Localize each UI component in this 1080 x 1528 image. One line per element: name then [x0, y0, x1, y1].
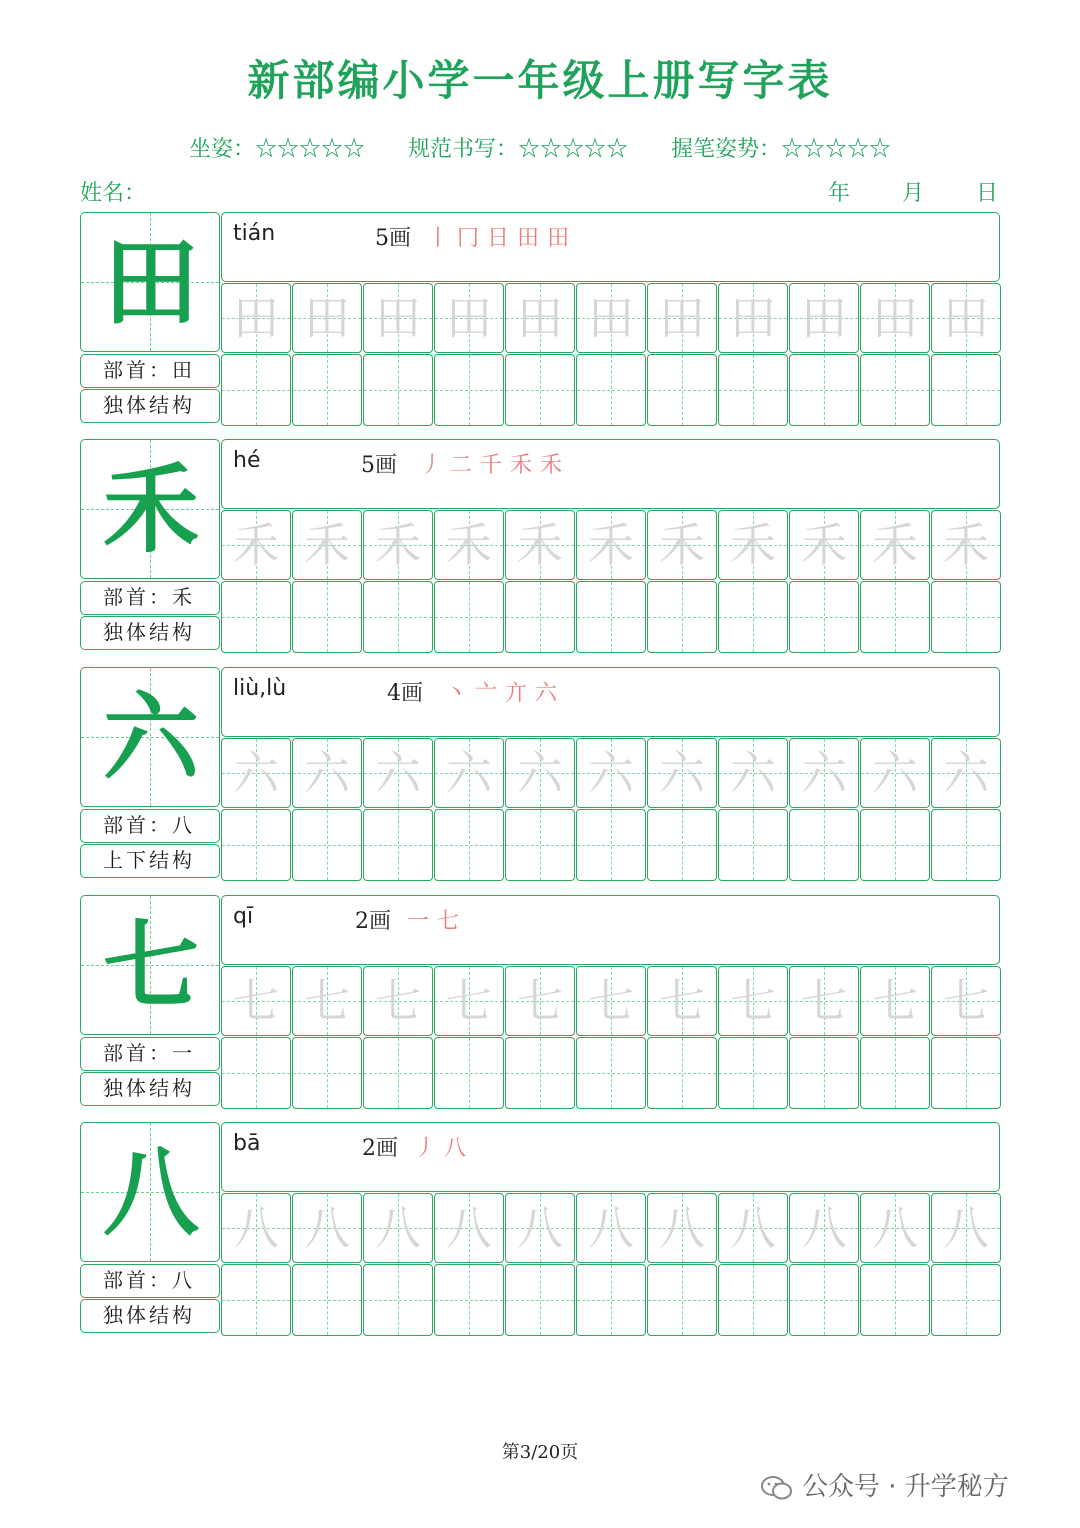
radical-label: 部首：八: [80, 809, 220, 843]
stroke-step: 田: [547, 226, 572, 251]
stroke-order: [427, 221, 577, 252]
practice-cell[interactable]: [718, 1264, 788, 1336]
trace-cell[interactable]: [363, 510, 433, 580]
trace-cell[interactable]: [576, 1193, 646, 1263]
page-title: 新部编小学一年级上册写字表: [247, 56, 833, 105]
practice-cell[interactable]: [505, 354, 575, 426]
trace-character: 六: [588, 746, 634, 800]
stroke-order: [445, 676, 565, 707]
trace-cell[interactable]: [931, 966, 1001, 1036]
trace-character: 七: [304, 974, 350, 1028]
practice-cell[interactable]: [434, 1264, 504, 1336]
practice-row: [221, 354, 1000, 426]
trace-character: 禾: [588, 518, 634, 572]
radical-label: 部首：一: [80, 1037, 220, 1071]
trace-cell[interactable]: [292, 966, 362, 1036]
stroke-count: 5画: [361, 453, 397, 478]
trace-character: 六: [943, 746, 989, 800]
practice-cell[interactable]: [789, 1037, 859, 1109]
pinyin: bā: [233, 1131, 261, 1156]
trace-cell[interactable]: [931, 510, 1001, 580]
practice-cell[interactable]: [292, 809, 362, 881]
trace-character: 田: [375, 291, 421, 345]
trace-cell[interactable]: [434, 510, 504, 580]
practice-cell[interactable]: [363, 809, 433, 881]
trace-row: [221, 738, 1000, 808]
stroke-step: 丿: [414, 1136, 439, 1161]
trace-cell[interactable]: [931, 738, 1001, 808]
stroke-step: 日: [487, 226, 512, 251]
practice-cell[interactable]: [576, 581, 646, 653]
trace-cell[interactable]: [931, 1193, 1001, 1263]
practice-cell[interactable]: [718, 354, 788, 426]
watermark: [760, 1466, 1009, 1506]
pinyin: hé: [233, 448, 261, 473]
trace-character: 七: [730, 974, 776, 1028]
stroke-step: 田: [517, 226, 542, 251]
pinyin: qī: [233, 904, 254, 929]
practice-cell[interactable]: [434, 1037, 504, 1109]
day-label: 日: [976, 181, 999, 206]
trace-cell[interactable]: [576, 966, 646, 1036]
practice-cell[interactable]: [860, 1264, 930, 1336]
practice-cell[interactable]: [860, 809, 930, 881]
trace-row: [221, 283, 1000, 353]
trace-character: 八: [446, 1201, 492, 1255]
trace-character: 七: [233, 974, 279, 1028]
stroke-step: 七: [437, 909, 462, 934]
practice-cell[interactable]: [789, 809, 859, 881]
trace-cell[interactable]: [789, 738, 859, 808]
trace-row: [221, 966, 1000, 1036]
trace-cell[interactable]: [860, 510, 930, 580]
radical-label: 部首：八: [80, 1264, 220, 1298]
trace-character: 田: [588, 291, 634, 345]
practice-cell[interactable]: [860, 1037, 930, 1109]
stroke-step: 一: [407, 909, 432, 934]
name-label: 姓名：: [80, 181, 147, 206]
practice-cell[interactable]: [505, 1264, 575, 1336]
practice-cell[interactable]: [576, 809, 646, 881]
practice-cell[interactable]: [789, 581, 859, 653]
stroke-count: 5画: [375, 226, 411, 251]
trace-character: 六: [233, 746, 279, 800]
trace-character: 田: [943, 291, 989, 345]
trace-cell[interactable]: [434, 1193, 504, 1263]
character-block: [80, 667, 1000, 879]
practice-cell[interactable]: [718, 809, 788, 881]
practice-row: [221, 1264, 1000, 1336]
practice-cell[interactable]: [647, 1037, 717, 1109]
stroke-step: 丿: [420, 453, 445, 478]
stroke-order: [420, 448, 570, 479]
trace-cell[interactable]: [221, 1193, 291, 1263]
stroke-step: 八: [444, 1136, 469, 1161]
practice-cell[interactable]: [221, 809, 291, 881]
trace-cell[interactable]: [718, 283, 788, 353]
practice-cell[interactable]: [931, 354, 1001, 426]
trace-cell[interactable]: [860, 283, 930, 353]
trace-cell[interactable]: [576, 283, 646, 353]
trace-cell[interactable]: [505, 966, 575, 1036]
rating-sitting: 坐姿：☆☆☆☆☆: [188, 137, 365, 162]
trace-cell[interactable]: [292, 283, 362, 353]
practice-cell[interactable]: [505, 581, 575, 653]
practice-cell[interactable]: [931, 581, 1001, 653]
trace-cell[interactable]: [718, 1193, 788, 1263]
trace-cell[interactable]: [718, 738, 788, 808]
trace-cell[interactable]: [363, 283, 433, 353]
trace-character: 禾: [943, 518, 989, 572]
trace-cell[interactable]: [363, 1193, 433, 1263]
trace-character: 禾: [730, 518, 776, 572]
stroke-step: 千: [480, 453, 505, 478]
trace-cell[interactable]: [363, 966, 433, 1036]
model-character-box: [80, 895, 220, 1035]
trace-character: 六: [730, 746, 776, 800]
practice-cell[interactable]: [221, 581, 291, 653]
practice-cell[interactable]: [576, 1264, 646, 1336]
trace-cell[interactable]: [860, 966, 930, 1036]
trace-character: 禾: [517, 518, 563, 572]
practice-cell[interactable]: [860, 354, 930, 426]
trace-character: 田: [233, 291, 279, 345]
trace-cell[interactable]: [860, 1193, 930, 1263]
stroke-step: 冂: [457, 226, 482, 251]
model-character: 七: [103, 910, 199, 1022]
wechat-icon: [760, 1475, 794, 1501]
stroke-count: 4画: [387, 681, 423, 706]
stroke-step: 丨: [427, 226, 452, 251]
trace-character: 禾: [375, 518, 421, 572]
radical-label: 部首：田: [80, 354, 220, 388]
practice-cell[interactable]: [505, 809, 575, 881]
trace-cell[interactable]: [647, 966, 717, 1036]
character-block: [80, 895, 1000, 1107]
model-character-box: [80, 1122, 220, 1262]
structure-label: 独体结构: [80, 389, 220, 423]
trace-character: 禾: [304, 518, 350, 572]
trace-character: 六: [446, 746, 492, 800]
trace-cell[interactable]: [576, 738, 646, 808]
practice-cell[interactable]: [434, 354, 504, 426]
trace-character: 七: [943, 974, 989, 1028]
trace-character: 七: [517, 974, 563, 1028]
practice-cell[interactable]: [363, 1037, 433, 1109]
trace-cell[interactable]: [647, 738, 717, 808]
pinyin-stroke-box: [221, 212, 1000, 282]
month-label: 月: [902, 181, 925, 206]
model-character: 田: [103, 227, 199, 339]
trace-character: 六: [801, 746, 847, 800]
practice-cell[interactable]: [434, 581, 504, 653]
practice-cell[interactable]: [363, 354, 433, 426]
trace-cell[interactable]: [789, 283, 859, 353]
trace-character: 禾: [801, 518, 847, 572]
trace-character: 田: [446, 291, 492, 345]
practice-cell[interactable]: [221, 1037, 291, 1109]
trace-cell[interactable]: [221, 738, 291, 808]
watermark-text: 公众号 · 升学秘方: [802, 1472, 1009, 1502]
rating-writing: 规范书写：☆☆☆☆☆: [407, 137, 629, 162]
practice-cell[interactable]: [789, 1264, 859, 1336]
trace-row: [221, 510, 1000, 580]
trace-cell[interactable]: [434, 283, 504, 353]
practice-cell[interactable]: [576, 1037, 646, 1109]
trace-cell[interactable]: [505, 738, 575, 808]
trace-cell[interactable]: [576, 510, 646, 580]
practice-cell[interactable]: [292, 1037, 362, 1109]
trace-character: 田: [730, 291, 776, 345]
stroke-order: [414, 1131, 474, 1162]
practice-cell[interactable]: [292, 1264, 362, 1336]
trace-cell[interactable]: [718, 510, 788, 580]
trace-cell[interactable]: [292, 1193, 362, 1263]
trace-character: 禾: [446, 518, 492, 572]
practice-cell[interactable]: [221, 1264, 291, 1336]
trace-character: 七: [588, 974, 634, 1028]
trace-character: 八: [304, 1201, 350, 1255]
pinyin: liù,lù: [233, 676, 287, 701]
trace-cell[interactable]: [860, 738, 930, 808]
trace-character: 八: [517, 1201, 563, 1255]
practice-cell[interactable]: [718, 1037, 788, 1109]
practice-cell[interactable]: [931, 1037, 1001, 1109]
practice-cell[interactable]: [718, 581, 788, 653]
stroke-step: 禾: [510, 453, 535, 478]
trace-character: 田: [872, 291, 918, 345]
trace-character: 田: [517, 291, 563, 345]
trace-character: 六: [659, 746, 705, 800]
practice-cell[interactable]: [647, 809, 717, 881]
structure-label: 上下结构: [80, 844, 220, 878]
trace-character: 八: [588, 1201, 634, 1255]
stroke-step: 亣: [505, 681, 530, 706]
trace-character: 八: [730, 1201, 776, 1255]
stroke-count: 2画: [362, 1136, 398, 1161]
pinyin-stroke-box: [221, 1122, 1000, 1192]
trace-character: 田: [304, 291, 350, 345]
trace-cell[interactable]: [363, 738, 433, 808]
pinyin-stroke-box: [221, 667, 1000, 737]
practice-cell[interactable]: [789, 354, 859, 426]
trace-cell[interactable]: [789, 966, 859, 1036]
trace-character: 八: [233, 1201, 279, 1255]
trace-character: 八: [943, 1201, 989, 1255]
practice-cell[interactable]: [221, 354, 291, 426]
trace-cell[interactable]: [647, 283, 717, 353]
pinyin: tián: [233, 221, 276, 246]
structure-label: 独体结构: [80, 616, 220, 650]
stroke-order: [407, 904, 467, 935]
practice-cell[interactable]: [931, 1264, 1001, 1336]
trace-character: 六: [304, 746, 350, 800]
stroke-count: 2画: [355, 909, 391, 934]
practice-cell[interactable]: [363, 1264, 433, 1336]
stroke-step: 六: [535, 681, 560, 706]
trace-cell[interactable]: [505, 510, 575, 580]
trace-character: 六: [872, 746, 918, 800]
practice-cell[interactable]: [647, 1264, 717, 1336]
model-character-box: [80, 439, 220, 579]
trace-cell[interactable]: [292, 738, 362, 808]
model-character: 八: [103, 1137, 199, 1249]
trace-cell[interactable]: [505, 283, 575, 353]
practice-cell[interactable]: [292, 354, 362, 426]
year-label: 年: [828, 181, 851, 206]
model-character-box: [80, 212, 220, 352]
trace-cell[interactable]: [221, 966, 291, 1036]
structure-label: 独体结构: [80, 1299, 220, 1333]
pinyin-stroke-box: [221, 439, 1000, 509]
model-character: 禾: [103, 454, 199, 566]
rating-grip: 握笔姿势：☆☆☆☆☆: [671, 137, 892, 162]
trace-cell[interactable]: [221, 283, 291, 353]
trace-character: 六: [517, 746, 563, 800]
stroke-step: 丶: [445, 681, 470, 706]
trace-cell[interactable]: [505, 1193, 575, 1263]
model-character-box: [80, 667, 220, 807]
practice-cell[interactable]: [647, 581, 717, 653]
trace-cell[interactable]: [789, 1193, 859, 1263]
structure-label: 独体结构: [80, 1072, 220, 1106]
stroke-step: 禾: [540, 453, 565, 478]
practice-cell[interactable]: [505, 1037, 575, 1109]
trace-character: 禾: [233, 518, 279, 572]
trace-row: [221, 1193, 1000, 1263]
stroke-step: 亠: [475, 681, 500, 706]
trace-cell[interactable]: [292, 510, 362, 580]
name-date-row: [80, 176, 1000, 208]
practice-row: [221, 1037, 1000, 1109]
practice-cell[interactable]: [292, 581, 362, 653]
practice-cell[interactable]: [434, 809, 504, 881]
trace-cell[interactable]: [647, 1193, 717, 1263]
model-character: 六: [103, 682, 199, 794]
trace-cell[interactable]: [434, 738, 504, 808]
rating-line: [0, 132, 1080, 163]
character-block: [80, 439, 1000, 651]
radical-label: 部首：禾: [80, 581, 220, 615]
practice-cell[interactable]: [647, 354, 717, 426]
character-block: [80, 1122, 1000, 1334]
practice-cell[interactable]: [363, 581, 433, 653]
trace-cell[interactable]: [434, 966, 504, 1036]
trace-character: 八: [375, 1201, 421, 1255]
trace-character: 七: [446, 974, 492, 1028]
trace-character: 七: [659, 974, 705, 1028]
trace-character: 八: [872, 1201, 918, 1255]
practice-cell[interactable]: [576, 354, 646, 426]
practice-cell[interactable]: [860, 581, 930, 653]
trace-character: 田: [659, 291, 705, 345]
character-block: [80, 212, 1000, 424]
trace-character: 七: [872, 974, 918, 1028]
pinyin-stroke-box: [221, 895, 1000, 965]
practice-row: [221, 809, 1000, 881]
trace-cell[interactable]: [718, 966, 788, 1036]
trace-character: 八: [659, 1201, 705, 1255]
trace-character: 七: [375, 974, 421, 1028]
practice-cell[interactable]: [931, 809, 1001, 881]
trace-character: 六: [375, 746, 421, 800]
trace-character: 禾: [872, 518, 918, 572]
trace-character: 八: [801, 1201, 847, 1255]
stroke-step: 二: [450, 453, 475, 478]
trace-cell[interactable]: [647, 510, 717, 580]
page-number: 第3/20页: [501, 1442, 579, 1463]
trace-character: 田: [801, 291, 847, 345]
trace-character: 禾: [659, 518, 705, 572]
trace-cell[interactable]: [789, 510, 859, 580]
trace-character: 七: [801, 974, 847, 1028]
trace-cell[interactable]: [931, 283, 1001, 353]
practice-row: [221, 581, 1000, 653]
trace-cell[interactable]: [221, 510, 291, 580]
